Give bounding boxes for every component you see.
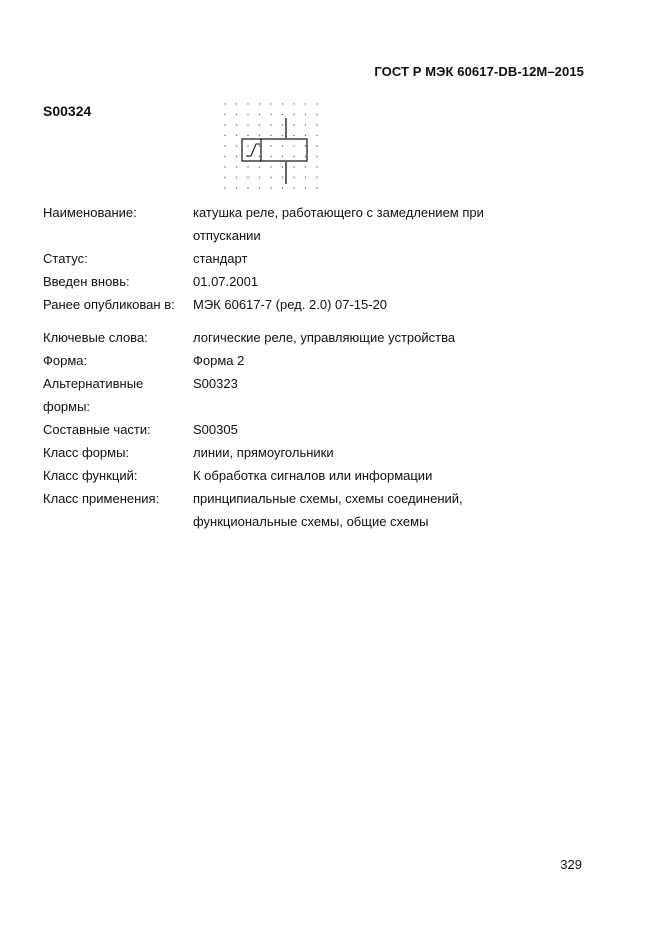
grid-dot xyxy=(270,177,271,178)
grid-dot xyxy=(259,135,260,136)
property-label: Ранее опубликован в: xyxy=(43,297,175,312)
grid-dot xyxy=(236,187,237,188)
grid-dot xyxy=(293,114,294,115)
grid-dot xyxy=(293,166,294,167)
grid-dot xyxy=(259,103,260,104)
grid-dot xyxy=(224,145,225,146)
grid-dot xyxy=(259,187,260,188)
grid-dot xyxy=(293,156,294,157)
property-value: логические реле, управляющие устройства xyxy=(193,330,456,345)
grid-dot xyxy=(236,145,237,146)
property-value: S00323 xyxy=(193,376,238,391)
property-value: 01.07.2001 xyxy=(193,274,259,289)
property-components xyxy=(43,418,583,441)
grid-dot xyxy=(316,114,317,115)
grid-dot xyxy=(282,166,283,167)
grid-dot xyxy=(282,187,283,188)
standard-designation: ГОСТ Р МЭК 60617-DB-12M–2015 xyxy=(374,64,584,79)
grid-dot xyxy=(224,103,225,104)
grid-dot xyxy=(305,156,306,157)
property-label: Форма: xyxy=(43,353,88,368)
grid-dot xyxy=(236,124,237,125)
grid-dot xyxy=(224,135,225,136)
grid-dot xyxy=(293,135,294,136)
property-previously-published xyxy=(43,293,583,316)
grid-dot xyxy=(224,124,225,125)
grid-dot xyxy=(224,114,225,115)
grid-dot xyxy=(247,135,248,136)
grid-dot xyxy=(259,145,260,146)
grid-dot xyxy=(236,156,237,157)
grid-dot xyxy=(316,145,317,146)
property-value: принципиальные схемы, схемы соединений, xyxy=(193,491,463,506)
grid-dot xyxy=(224,156,225,157)
grid-dot xyxy=(282,124,283,125)
grid-dot xyxy=(270,103,271,104)
grid-dot xyxy=(236,103,237,104)
property-value: S00305 xyxy=(193,422,238,437)
grid-dot xyxy=(259,114,260,115)
grid-dot xyxy=(282,135,283,136)
grid-dot xyxy=(305,114,306,115)
property-alternative-forms xyxy=(43,372,583,418)
property-label: Класс функций: xyxy=(43,468,138,483)
grid-dot xyxy=(236,166,237,167)
grid-dot xyxy=(282,177,283,178)
symbol-properties xyxy=(43,201,583,533)
grid-dot xyxy=(259,124,260,125)
property-keywords xyxy=(43,326,583,349)
grid-dot xyxy=(247,103,248,104)
property-label: Класс применения: xyxy=(43,491,160,506)
grid-dot xyxy=(305,187,306,188)
grid-dot xyxy=(236,114,237,115)
property-label: Альтернативные xyxy=(43,376,144,391)
grid-dot xyxy=(270,114,271,115)
grid-dot xyxy=(293,187,294,188)
grid-dot xyxy=(316,124,317,125)
grid-dot xyxy=(247,187,248,188)
page-number: 329 xyxy=(560,857,582,872)
property-name xyxy=(43,201,583,247)
property-shape-class xyxy=(43,441,583,464)
grid-dot xyxy=(305,103,306,104)
property-label: Ключевые слова: xyxy=(43,330,148,345)
grid-dot xyxy=(259,166,260,167)
grid-dot xyxy=(282,156,283,157)
grid-dot xyxy=(236,177,237,178)
grid-dot xyxy=(224,187,225,188)
grid-dot xyxy=(247,177,248,178)
grid-dot xyxy=(316,187,317,188)
grid-dot xyxy=(305,177,306,178)
property-label: Введен вновь: xyxy=(43,274,130,289)
grid-dot xyxy=(305,135,306,136)
grid-dot xyxy=(282,114,283,115)
grid-dot xyxy=(293,103,294,104)
property-label: Класс формы: xyxy=(43,445,130,460)
grid-dot xyxy=(293,124,294,125)
grid-dot xyxy=(293,145,294,146)
grid-dot xyxy=(316,177,317,178)
property-label: Наименование: xyxy=(43,205,137,220)
grid-dot xyxy=(316,135,317,136)
property-value: линии, прямоугольники xyxy=(193,445,334,460)
grid-dot xyxy=(259,156,260,157)
grid-dot xyxy=(247,114,248,115)
grid-dot xyxy=(270,166,271,167)
symbol-code: S00324 xyxy=(43,103,92,119)
property-form xyxy=(43,349,583,372)
delayed-release-relay-coil-icon xyxy=(218,98,328,190)
property-introduced xyxy=(43,270,583,293)
property-label: Составные части: xyxy=(43,422,151,437)
property-value-continued: отпускании xyxy=(193,228,261,243)
property-label-continued: формы: xyxy=(43,399,91,414)
grid-dot xyxy=(270,135,271,136)
grid-dot xyxy=(305,145,306,146)
grid-dot xyxy=(224,166,225,167)
grid-dot xyxy=(282,145,283,146)
property-status xyxy=(43,247,583,270)
property-function-class xyxy=(43,464,583,487)
grid-dot xyxy=(247,124,248,125)
grid-dot xyxy=(270,187,271,188)
grid-dot xyxy=(316,156,317,157)
grid-dot xyxy=(224,177,225,178)
grid-dot xyxy=(305,166,306,167)
grid-dot xyxy=(247,145,248,146)
grid-dot xyxy=(316,166,317,167)
grid-dot xyxy=(293,177,294,178)
property-application-class xyxy=(43,487,583,533)
property-label: Статус: xyxy=(43,251,88,266)
grid-dot xyxy=(270,145,271,146)
property-value: катушка реле, работающего с замедлением при xyxy=(193,205,484,220)
grid-dot xyxy=(305,124,306,125)
grid-dot xyxy=(316,103,317,104)
grid-dot xyxy=(282,103,283,104)
grid-dot xyxy=(236,135,237,136)
grid-dot xyxy=(270,156,271,157)
property-value: стандарт xyxy=(193,251,248,266)
property-value-continued: функциональные схемы, общие схемы xyxy=(193,514,429,529)
property-value: К обработка сигналов или информации xyxy=(193,468,433,483)
grid-dot xyxy=(270,124,271,125)
grid-dot xyxy=(247,166,248,167)
property-value: МЭК 60617-7 (ред. 2.0) 07-15-20 xyxy=(193,297,388,312)
grid-dot xyxy=(259,177,260,178)
property-value: Форма 2 xyxy=(193,353,245,368)
